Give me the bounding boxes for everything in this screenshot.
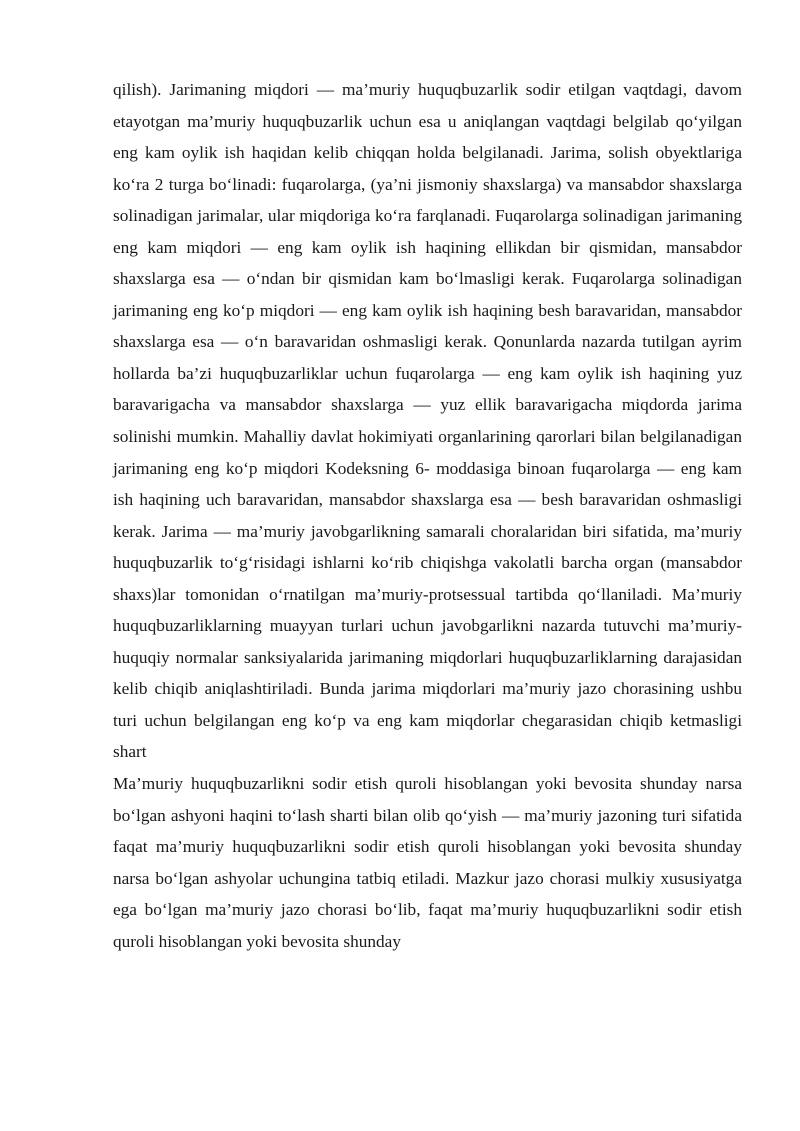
paragraph-confiscation: Ma’muriy huquqbuzarlikni sodir etish quroli hisoblangan yoki bevosita shunday narsa bo‘lgan ashyoni haqini to‘lash sharti bilan olib qo‘yish — ma’muriy jazoning turi sifatida faqat ma’muriy huquqbuzarlikni sodir etish quroli hisoblangan yoki bevosita shunday narsa bo‘lgan ashyolar uchungina tatbiq etiladi. Mazkur jazo chorasi mulkiy xususiyatga ega bo‘lgan ma’muriy jazo chorasi bo‘lib, faqat ma’muriy huquqbuzarlikni sodir etish quroli hisoblangan yoki bevosita shunday (113, 774, 742, 951)
paragraph-fines: qilish). Jarimaning miqdori — ma’muriy huquqbuzarlik sodir etilgan vaqtdagi, davom etayotgan ma’muriy huquqbuzarlik uchun esa u aniqlangan vaqtdagi belgilab qo‘yilgan eng kam oylik ish haqidan kelib chiqqan holda belgilanadi. Jarima, solish obyektlariga ko‘ra 2 turga bo‘linadi: fuqarolarga, (ya’ni jismoniy shaxslarga) va mansabdor shaxslarga solinadigan jarimalar, ular miqdoriga ko‘ra farqlanadi. Fuqarolarga solinadigan jarimaning eng kam miqdori — eng kam oylik ish haqining ellikdan bir qismidan, mansabdor shaxslarga esa — o‘ndan bir qismidan kam bo‘lmasligi kerak. Fuqarolarga solinadigan jarimaning eng ko‘p miqdori — eng kam oylik ish haqining besh baravaridan, mansabdor shaxslarga esa — o‘n baravaridan oshmasligi kerak. Qonunlarda nazarda tutilgan ayrim hollarda ba’zi huquqbuzarliklar uchun fuqarolarga — eng kam oylik ish haqining yuz baravarigacha va mansabdor shaxslarga — yuz ellik baravarigacha miqdorda jarima solinishi mumkin. Mahalliy davlat hokimiyati organlarining qarorlari bilan belgilanadigan jarimaning eng ko‘p miqdori Kodeksning 6- moddasiga binoan fuqarolarga — eng kam ish haqining uch baravaridan, mansabdor shaxslarga esa — besh baravaridan oshmasligi kerak. Jarima — ma’muriy javobgarlikning samarali choralaridan biri sifatida, ma’muriy huquqbuzarlik to‘g‘risidagi ishlarni ko‘rib chiqishga vakolatli barcha organ (mansabdor shaxs)lar tomonidan o‘rnatilgan ma’muriy-protsessual tartibda qo‘llaniladi. Ma’muriy huquqbuzarliklarning muayyan turlari uchun javobgarlikni nazarda tutuvchi ma’muriy-huquqiy normalar sanksiyalarida jarimaning miqdorlari huquqbuzarliklarning darajasidan kelib chiqib aniqlashtiriladi. Bunda jarima miqdorlari ma’muriy jazo chorasining ushbu turi uchun belgilangan eng ko‘p va eng kam miqdorlar chegarasidan chiqib ketmasligi shart (113, 80, 742, 762)
document-page (113, 74, 742, 957)
